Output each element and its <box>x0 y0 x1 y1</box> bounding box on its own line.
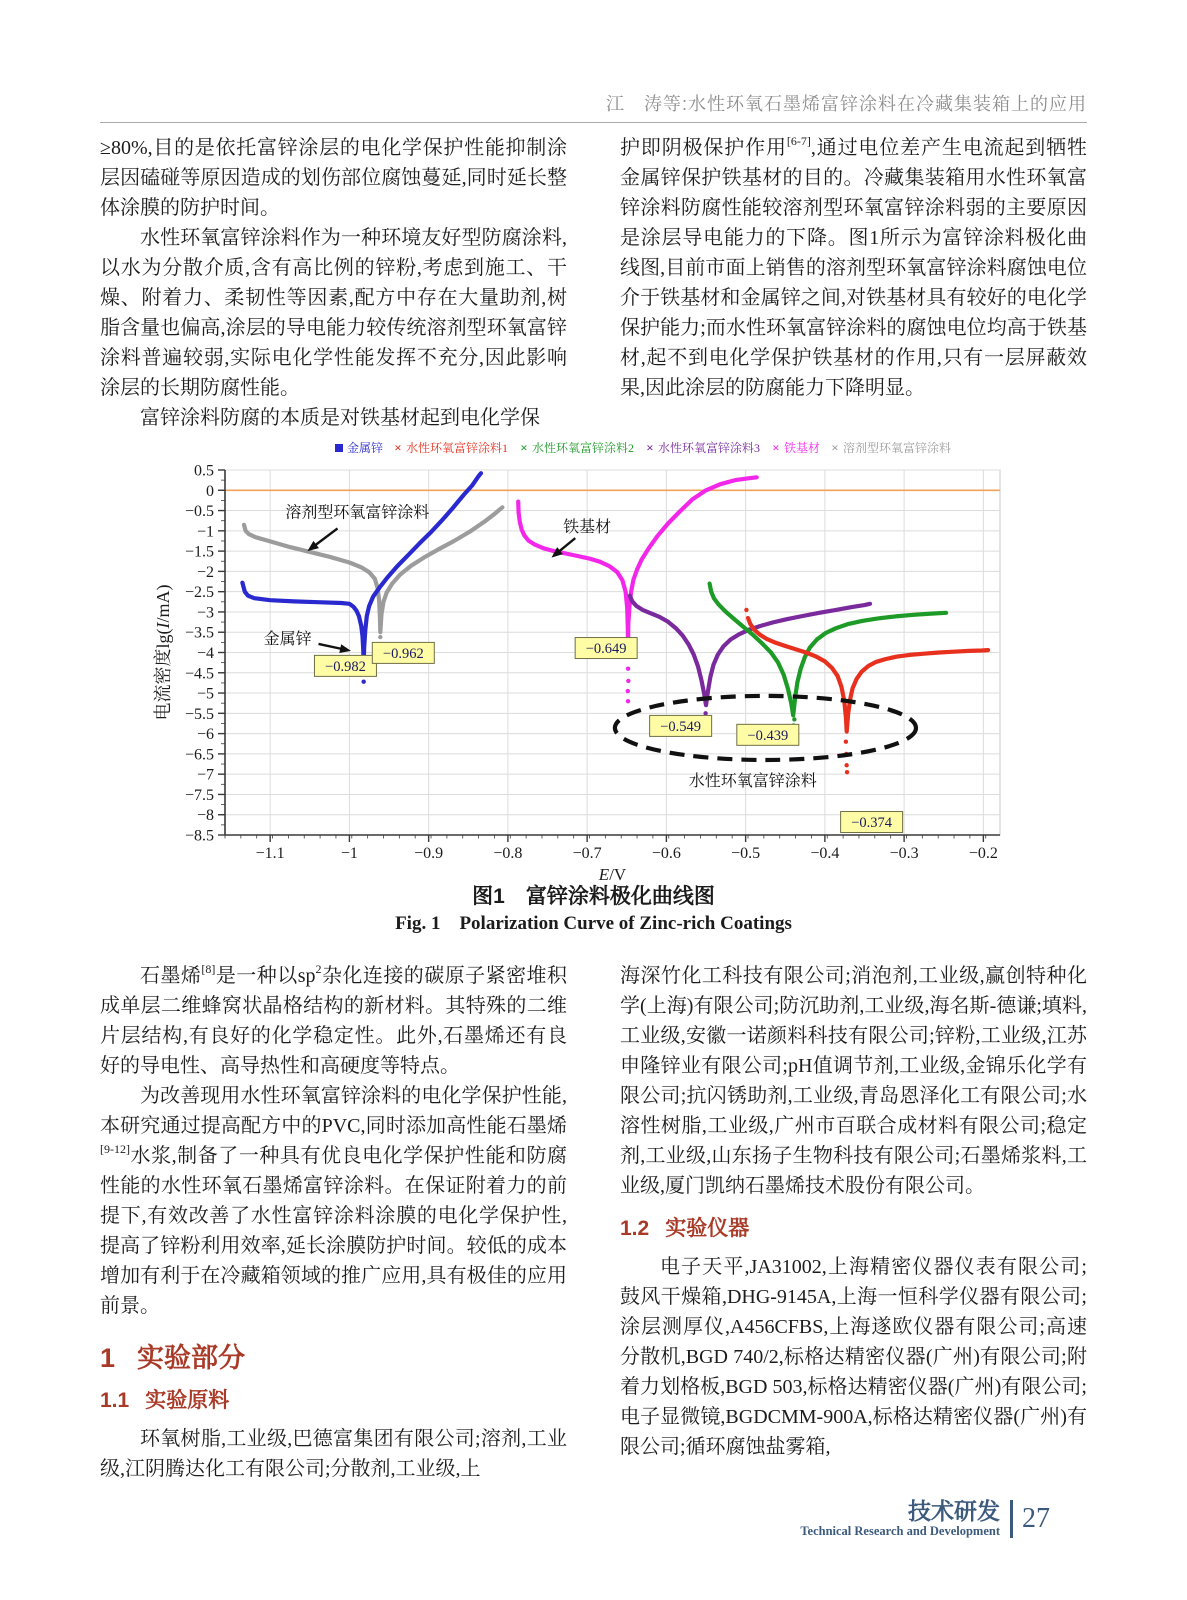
footer-divider <box>1010 1500 1013 1538</box>
svg-text:−0.8: −0.8 <box>493 845 523 862</box>
section-heading-1-2 <box>620 1214 1087 1244</box>
figure-caption-cn: 图1 富锌涂料极化曲线图 <box>472 885 715 908</box>
svg-text:−0.439: −0.439 <box>747 727 789 744</box>
svg-text:−0.5: −0.5 <box>184 503 214 521</box>
right-column-top <box>620 133 1087 403</box>
svg-text:−4: −4 <box>196 645 214 662</box>
svg-text:−7: −7 <box>196 766 214 784</box>
svg-text:−0.549: −0.549 <box>660 718 702 735</box>
svg-text:−0.5: −0.5 <box>731 845 761 862</box>
header-rule <box>100 122 1087 123</box>
polarization-chart <box>145 430 1015 882</box>
svg-text:电流密度lg(I/mA): 电流密度lg(I/mA) <box>153 584 173 721</box>
svg-text:溶剂型环氧富锌涂料: 溶剂型环氧富锌涂料 <box>285 504 430 522</box>
svg-text:−6: −6 <box>196 726 214 744</box>
svg-text:−8.5: −8.5 <box>184 827 214 845</box>
svg-text:−0.7: −0.7 <box>572 845 602 862</box>
svg-text:−2: −2 <box>196 563 214 581</box>
svg-text:铁基材: 铁基材 <box>563 519 612 537</box>
svg-text:−0.9: −0.9 <box>414 845 444 862</box>
svg-text:水性环氧富锌涂料1: 水性环氧富锌涂料1 <box>406 441 509 455</box>
paragraph: 富锌涂料防腐的本质是对铁基材起到电化学保 <box>140 407 540 429</box>
paragraph: 海深竹化工科技有限公司;消泡剂,工业级,赢创特种化学(上海)有限公司;防沉助剂,工业级,海名斯-德谦;填料,工业级,安徽一诺颜料科技有限公司;锌粉,工业级,江苏申隆锌业有限公司;pH值调节剂,工业级,金锦乐化学有限公司;抗闪锈助剂,工业级,青岛恩泽化工有限公司;水溶性树脂,工业级,广州市百联合成材料有限公司;稳定剂,工业级,山东扬子生物科技有限公司;石墨烯浆料,工业级,厦门凯纳石墨烯技术股份有限公司。 <box>620 965 1087 1197</box>
page-number: 27 <box>1022 1503 1050 1534</box>
svg-text:×: × <box>394 440 402 455</box>
svg-text:−1.1: −1.1 <box>255 845 285 862</box>
paragraph: 为改善现用水性环氧富锌涂料的电化学保护性能,本研究通过提高配方中的PVC,同时添加高性能石墨烯[9-12]水浆,制备了一种具有优良电化学保护性能和防腐性能的水性环氧石墨烯富锌涂料。在保证附着力的前提下,有效改善了水性富锌涂料涂膜的电化学保护性,提高了锌粉利用效率,延长涂膜防护时间。较低的成本增加有利于在冷藏箱领域的推广应用,具有极佳的应用前景。 <box>100 1085 567 1317</box>
svg-text:−1: −1 <box>196 523 214 541</box>
paragraph: 护即阴极保护作用[6-7],通过电位差产生电流起到牺牲金属锌保护铁基材的目的。冷藏集装箱用水性环氧富锌涂料防腐性能较溶剂型环氧富锌涂料弱的主要原因是涂层导电能力的下降。图1所示为富锌涂料极化曲线图,目前市面上销售的溶剂型环氧富锌涂料腐蚀电位介于铁基材和金属锌之间,对铁基材具有较好的电化学保护能力;而水性环氧富锌涂料的腐蚀电位均高于铁基材,起不到电化学保护铁基材的作用,只有一层屏蔽效果,因此涂层的防腐能力下降明显。 <box>620 134 1088 399</box>
svg-text:E/V: E/V <box>598 865 627 882</box>
svg-text:−5.5: −5.5 <box>184 705 214 723</box>
svg-text:水性环氧富锌涂料: 水性环氧富锌涂料 <box>688 773 817 791</box>
section-heading-1 <box>100 1343 567 1373</box>
svg-text:−0.962: −0.962 <box>382 645 424 662</box>
svg-text:−3.5: −3.5 <box>184 624 214 642</box>
svg-text:−5: −5 <box>196 685 214 703</box>
svg-text:−6.5: −6.5 <box>184 746 214 764</box>
running-head: 江 涛等:水性环氧石墨烯富锌涂料在冷藏集装箱上的应用 <box>606 94 1087 114</box>
svg-text:−0.6: −0.6 <box>651 845 681 862</box>
svg-text:×: × <box>772 440 780 455</box>
svg-text:×: × <box>646 440 654 455</box>
svg-text:×: × <box>520 440 528 455</box>
paragraph: 水性环氧富锌涂料作为一种环境友好型防腐涂料,以水为分散介质,含有高比例的锌粉,考虑到施工、干燥、附着力、柔韧性等因素,配方中存在大量助剂,树脂含量也偏高,涂层的导电能力较传统溶剂型环氧富锌涂料普遍较弱,实际电化学性能发挥不充分,因此影响涂层的长期防腐性能。 <box>100 227 567 399</box>
svg-text:−3: −3 <box>196 604 214 622</box>
svg-text:×: × <box>831 440 839 455</box>
svg-text:−4.5: −4.5 <box>184 665 214 683</box>
svg-text:水性环氧富锌涂料3: 水性环氧富锌涂料3 <box>658 441 761 455</box>
paragraph: 电子天平,JA31002,上海精密仪器仪表有限公司;鼓风干燥箱,DHG-9145A,上海一恒科学仪器有限公司;涂层测厚仪,A456CFBS,上海遂欧仪器有限公司;高速分散机,BGD 740/2,标格达精密仪器(广州)有限公司;附着力划格板,BGD 503,标格达精密仪器(广州)有限公司;电子显微镜,BGDCMM-900A,标格达精密仪器(广州)有限公司;循环腐蚀盐雾箱, <box>620 1256 1087 1458</box>
section-title: 实验原料 <box>145 1389 230 1412</box>
svg-text:0: 0 <box>206 482 214 500</box>
footer-section <box>800 1499 1000 1539</box>
svg-text:−0.374: −0.374 <box>851 815 893 832</box>
section-heading-1-1 <box>100 1386 567 1416</box>
section-number: 1 <box>100 1343 116 1373</box>
page-footer <box>800 1499 1050 1539</box>
svg-text:−1.5: −1.5 <box>184 543 214 561</box>
left-column-bottom <box>100 961 567 1484</box>
left-column-top <box>100 133 567 433</box>
svg-text:−0.4: −0.4 <box>810 845 840 862</box>
svg-text:−0.982: −0.982 <box>325 658 366 675</box>
paragraph: ≥80%,目的是依托富锌涂层的电化学保护性能抑制涂层因磕碰等原因造成的划伤部位腐蚀蔓延,同时延长整体涂膜的防护时间。 <box>100 137 567 219</box>
svg-text:−2.5: −2.5 <box>184 584 214 602</box>
figure-caption-en: Fig. 1 Polarization Curve of Zinc-rich Coatings <box>395 913 792 934</box>
paragraph: 石墨烯[8]是一种以$sp^2$杂化连接的碳原子紧密堆积成单层二维蜂窝状晶格结构的新材料。其特殊的二维片层结构,有良好的化学稳定性。此外,石墨烯还有良好的导电性、高导热性和高硬度等特点。 <box>100 962 568 1077</box>
paragraph: 环氧树脂,工业级,巴德富集团有限公司;溶剂,工业级,江阴腾达化工有限公司;分散剂,工业级,上 <box>100 1428 567 1480</box>
svg-text:−0.649: −0.649 <box>585 641 627 658</box>
svg-text:0.5: 0.5 <box>194 462 214 480</box>
footer-section-en: Technical Research and Development <box>800 1524 1000 1538</box>
svg-text:金属锌: 金属锌 <box>347 441 384 455</box>
section-title: 实验部分 <box>137 1343 246 1373</box>
svg-text:−1: −1 <box>340 845 358 862</box>
svg-text:溶剂型环氧富锌涂料: 溶剂型环氧富锌涂料 <box>843 441 952 455</box>
svg-text:−7.5: −7.5 <box>184 786 214 804</box>
svg-text:铁基材: 铁基材 <box>784 441 821 455</box>
section-number: 1.2 <box>620 1217 650 1240</box>
svg-text:金属锌: 金属锌 <box>263 631 312 649</box>
section-title: 实验仪器 <box>665 1217 750 1240</box>
svg-text:−0.2: −0.2 <box>968 845 998 862</box>
right-column-bottom <box>620 961 1087 1462</box>
svg-text:水性环氧富锌涂料2: 水性环氧富锌涂料2 <box>532 441 635 455</box>
svg-text:−0.3: −0.3 <box>889 845 919 862</box>
svg-text:−8: −8 <box>196 807 214 825</box>
section-number: 1.1 <box>100 1389 130 1412</box>
footer-section-cn: 技术研发 <box>908 1498 1000 1524</box>
